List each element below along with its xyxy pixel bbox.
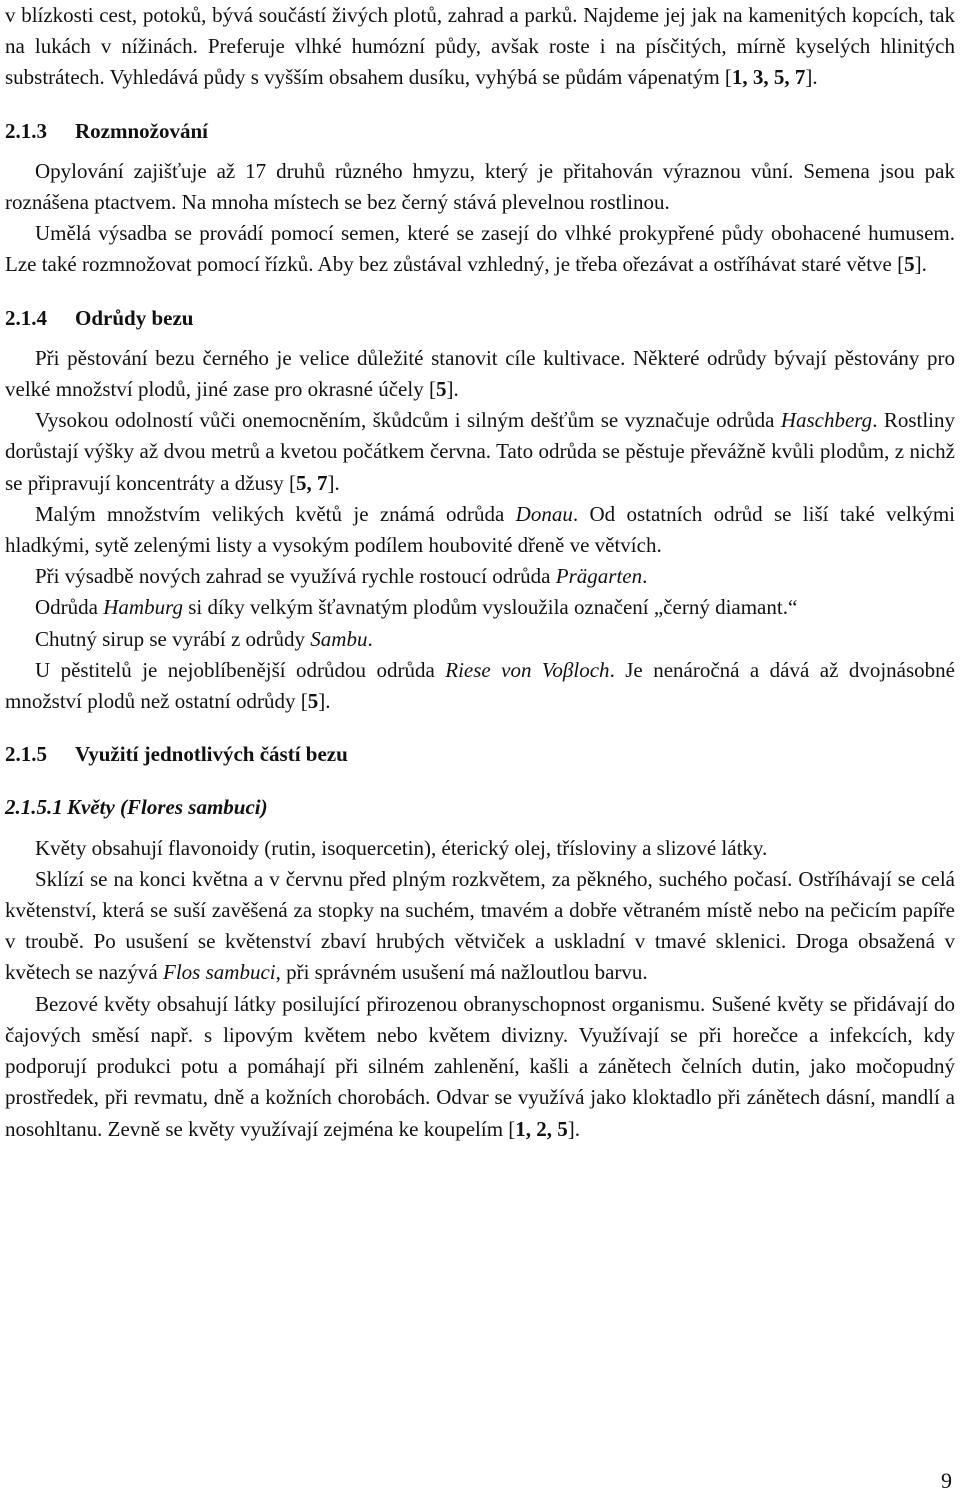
- section-title: Využití jednotlivých částí bezu: [75, 742, 348, 767]
- citation: 1, 2, 5: [515, 1116, 568, 1141]
- paragraph-harvest: [5, 864, 955, 989]
- text-run: ].: [446, 377, 459, 402]
- citation: 1, 3, 5, 7: [731, 65, 806, 90]
- paragraph-cultivation-goals: [5, 343, 955, 405]
- text-run: U pěstitelů je nejoblíbenější odrůdou odrůda: [35, 657, 446, 682]
- paragraph-haschberg: [5, 405, 955, 499]
- variety-name: Prägarten: [555, 564, 643, 589]
- text-run: ].: [805, 65, 818, 90]
- paragraph-pollination: [5, 156, 955, 218]
- text-run: .: [367, 626, 373, 651]
- text-run: ].: [914, 252, 927, 277]
- subsection-heading-kvety: [5, 792, 955, 823]
- variety-name: Sambu: [310, 626, 368, 651]
- section-title: Květy (Flores sambuci): [66, 795, 268, 820]
- text-run: .: [642, 564, 648, 589]
- text-run: si díky velkým šťavnatým plodům vysloužila označení „černý diamant.“: [182, 595, 798, 620]
- text-run: Opylování zajišťuje až 17 druhů různého hmyzu, který je přitahován výraznou vůní. Semena jsou pak roznášena ptactvem. Na mnoha místech se bez černý stává plevelnou rostlinou.: [5, 158, 955, 215]
- text-run: Malým množstvím velikých květů je známá odrůda: [35, 501, 516, 526]
- section-title: Rozmnožování: [75, 118, 208, 143]
- paragraph-sambu: [5, 624, 955, 655]
- text-run: Bezové květy obsahují látky posilující přirozenou obranyschopnost organismu. Sušené květy se přidávají do čajových směsí např. s lipovým květem nebo květem divizny. Využívají se při horečce a infekcích, kdy podporují produkci potu a pomáhají při silném zahlenění, kašli a zánětech čelních dutin, jako močopudný prostředek, při revmatu, dně a kožních chorobách. Odvar se využívá jako kloktadlo při zánětech dásní, mandlí a nosohltanu. Zevně se květy využívají zejména ke koupelím [: [5, 991, 955, 1141]
- text-run: v blízkosti cest, potoků, bývá součástí živých plotů, zahrad a parků. Najdeme jej jak na kamenitých kopcích, tak na lukách v nížinách. Preferuje vlhké humózní půdy, avšak roste i na písčitých, mírně kyselých hlinitých substrátech. Vyhledává půdy s vyšším obsahem dusíku, vyhýbá se půdám vápenatým [: [5, 3, 955, 90]
- paragraph-donau: [5, 499, 955, 561]
- section-title: Odrůdy bezu: [75, 305, 194, 330]
- drug-name: Flos sambuci: [163, 960, 276, 985]
- section-heading-rozmnozovani: [5, 116, 955, 147]
- text-run: ].: [318, 689, 331, 714]
- paragraph-pragarten: [5, 561, 955, 592]
- text-run: Sklízí se na konci května a v červnu před plným rozkvětem, za pěkného, suchého počasí. Ostříhávají se celá květenství, která se suší zavěšená za stopky na suchém, tmavém a dobře větraném místě nebo na pečicím papíře v troubě. Po usušení se květenství zbaví hrubých větviček a uskladní v tmavé sklenici. Droga obsažená v květech se nazývá: [5, 866, 955, 985]
- citation: 5: [435, 377, 447, 402]
- section-number: 2.1.5.1: [5, 795, 63, 820]
- paragraph-planting: [5, 218, 955, 280]
- section-number: 2.1.3: [5, 118, 47, 143]
- citation: 5: [307, 689, 319, 714]
- section-number: 2.1.4: [5, 305, 47, 330]
- text-run: Při pěstování bezu černého je velice důležité stanovit cíle kultivace. Některé odrůdy bývají pěstovány pro velké množství plodů, jiné zase pro okrasné účely [: [5, 345, 955, 402]
- variety-name: Riese von Voβloch: [445, 657, 610, 682]
- variety-name: Haschberg: [780, 408, 873, 433]
- text-run: Vysokou odolností vůči onemocněním, škůdcům i silným dešťům se vyznačuje odrůda: [35, 408, 781, 433]
- paragraph-medicinal-use: [5, 989, 955, 1145]
- text-run: . Od ostatních odrůd se liší také velkými hladkými, sytě zelenými listy a vysokým podílem houbovité dřeně ve větvích.: [5, 501, 955, 558]
- text-run: Chutný sirup se vyrábí z odrůdy: [35, 626, 311, 651]
- text-run: . Rostliny dorůstají výšky až dvou metrů a kvetou počátkem června. Tato odrůda se pěstuje převážně kvůli plodům, z nichž se připravují koncentráty a džusy [: [5, 408, 956, 495]
- text-run: Umělá výsadba se provádí pomocí semen, které se zasejí do vlhké prokypřené půdy obohacené humusem. Lze také rozmnožovat pomocí řízků. Aby bez zůstával vzhledný, je třeba ořezávat a ostříhávat staré větve [: [5, 221, 955, 277]
- text-run: , při správném usušení má nažloutlou barvu.: [275, 960, 648, 985]
- document-page: [5, 0, 955, 1145]
- section-number: 2.1.5: [5, 742, 47, 767]
- section-heading-odrudy: [5, 303, 955, 334]
- citation: 5: [904, 252, 915, 277]
- text-run: Při výsadbě nových zahrad se využívá rychle rostoucí odrůda: [35, 564, 556, 589]
- variety-name: Hamburg: [103, 595, 183, 620]
- paragraph-flower-composition: [5, 833, 955, 864]
- text-run: Květy obsahují flavonoidy (rutin, isoquercetin), éterický olej, třísloviny a slizové látky.: [35, 835, 768, 860]
- text-run: Odrůda: [35, 595, 104, 620]
- text-run: ].: [327, 470, 340, 495]
- text-run: . Je nenáročná a dává až dvojnásobné množství plodů než ostatní odrůdy [: [5, 657, 955, 714]
- variety-name: Donau: [515, 501, 573, 526]
- paragraph-hamburg: [5, 592, 955, 623]
- paragraph-habitat: [5, 0, 955, 94]
- paragraph-riese-von-vossloch: [5, 655, 955, 717]
- section-heading-vyuziti: [5, 739, 955, 770]
- text-run: ].: [567, 1116, 581, 1141]
- page-number: 9: [941, 1468, 952, 1493]
- citation: 5, 7: [296, 470, 328, 495]
